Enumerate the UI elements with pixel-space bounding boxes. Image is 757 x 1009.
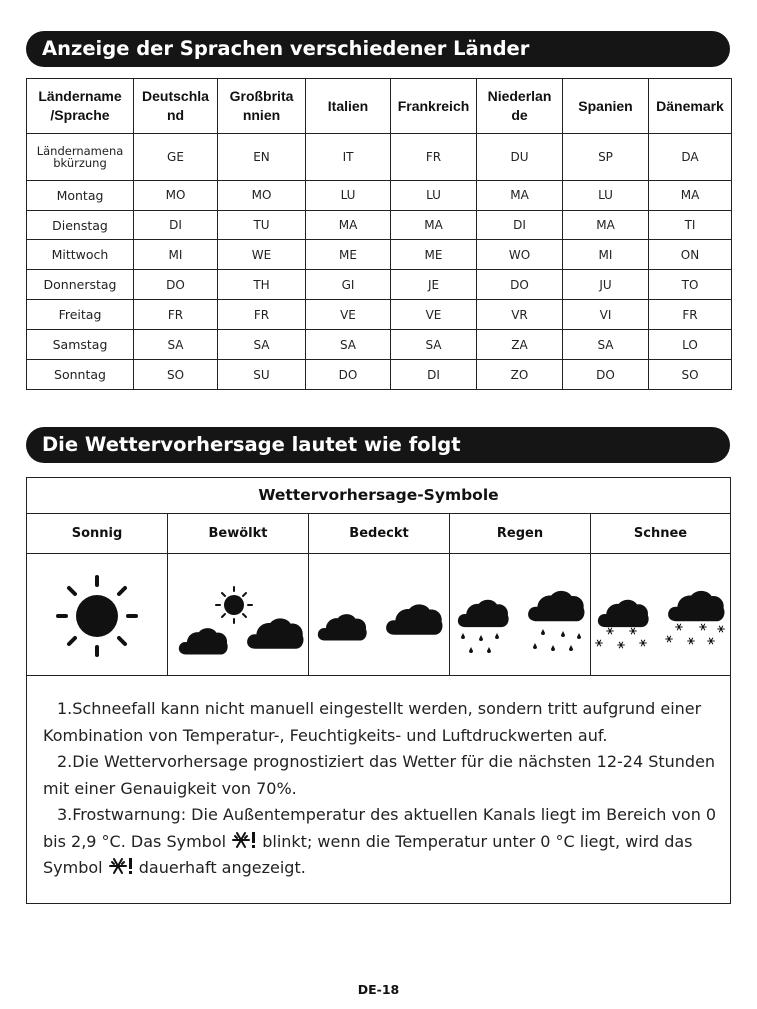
table-row	[27, 300, 732, 330]
table-cell: FR	[391, 134, 477, 181]
table-cell: JE	[391, 270, 477, 300]
table-cell: EN	[218, 134, 306, 181]
table-row	[27, 210, 732, 240]
table-cell: TI	[649, 210, 732, 240]
table-cell: SA	[563, 330, 649, 360]
label-overcast: Bedeckt	[309, 514, 450, 554]
table-cell: SO	[649, 360, 732, 390]
table-cell: FR	[134, 300, 218, 330]
row-label-day: Montag	[27, 180, 134, 210]
table-cell: MA	[391, 210, 477, 240]
table-cell: LO	[649, 330, 732, 360]
sun-icon	[27, 554, 168, 675]
table-cell: WE	[218, 240, 306, 270]
table-cell: GE	[134, 134, 218, 181]
label-rain: Regen	[450, 514, 591, 554]
label-snow: Schnee	[591, 514, 730, 554]
language-table	[26, 78, 732, 390]
row-label-day: Dienstag	[27, 210, 134, 240]
table-cell: DO	[134, 270, 218, 300]
forecast-symbol-grid	[27, 514, 730, 676]
table-cell: LU	[306, 180, 391, 210]
table-cell: MO	[134, 180, 218, 210]
table-row	[27, 360, 732, 390]
table-cell: ZA	[477, 330, 563, 360]
table-cell: DI	[391, 360, 477, 390]
table-cell: GI	[306, 270, 391, 300]
table-cell: TU	[218, 210, 306, 240]
table-cell: MA	[563, 210, 649, 240]
table-cell: DO	[563, 360, 649, 390]
table-header-row	[27, 79, 732, 134]
table-cell: VE	[391, 300, 477, 330]
note-1: 1.Schneefall kann nicht manuell eingestellt werden, sondern tritt aufgrund einer Kombination von Temperatur-, Feuchtigkeits- und Luftdruckwerten auf.	[43, 699, 702, 745]
snow-icon	[591, 554, 730, 675]
table-cell: DA	[649, 134, 732, 181]
table-cell: SU	[218, 360, 306, 390]
table-cell: DI	[134, 210, 218, 240]
table-cell: JU	[563, 270, 649, 300]
table-cell: FR	[649, 300, 732, 330]
table-cell: MA	[477, 180, 563, 210]
table-cell: SA	[391, 330, 477, 360]
table-cell: FR	[218, 300, 306, 330]
forecast-symbols-title: Wettervorhersage-Symbole	[27, 478, 730, 514]
table-cell: MA	[306, 210, 391, 240]
forecast-notes	[43, 696, 727, 882]
header-france: Frankreich	[391, 79, 477, 134]
table-cell: MA	[649, 180, 732, 210]
row-label-day: Samstag	[27, 330, 134, 360]
table-cell: MI	[563, 240, 649, 270]
table-cell: ZO	[477, 360, 563, 390]
table-cell: TO	[649, 270, 732, 300]
table-cell: LU	[563, 180, 649, 210]
partly-cloudy-icon	[168, 554, 309, 675]
header-denmark: Dänemark	[649, 79, 732, 134]
table-cell: VI	[563, 300, 649, 330]
header-great-britain: Großbrita nnien	[218, 79, 306, 134]
table-cell: SO	[134, 360, 218, 390]
label-sunny: Sonnig	[27, 514, 168, 554]
section-title-languages: Anzeige der Sprachen verschiedener Länder	[26, 31, 730, 67]
table-row	[27, 330, 732, 360]
table-cell: SA	[306, 330, 391, 360]
header-spain: Spanien	[563, 79, 649, 134]
table-cell: DO	[477, 270, 563, 300]
row-label-day: Mittwoch	[27, 240, 134, 270]
table-cell: ON	[649, 240, 732, 270]
header-netherlands: Niederlan de	[477, 79, 563, 134]
frost-warning-icon	[231, 830, 257, 850]
table-cell: ME	[391, 240, 477, 270]
rain-icon	[450, 554, 591, 675]
table-cell: IT	[306, 134, 391, 181]
table-cell: MO	[218, 180, 306, 210]
frost-warning-icon	[108, 856, 134, 876]
header-germany: Deutschla nd	[134, 79, 218, 134]
table-cell: SA	[134, 330, 218, 360]
note-2: 2.Die Wettervorhersage prognostiziert das Wetter für die nächsten 12-24 Stunden mit einer Genauigkeit von 70%.	[43, 752, 716, 798]
table-cell: SA	[218, 330, 306, 360]
table-cell: WO	[477, 240, 563, 270]
table-row	[27, 180, 732, 210]
row-label-day: Freitag	[27, 300, 134, 330]
table-cell: SP	[563, 134, 649, 181]
table-cell: LU	[391, 180, 477, 210]
note-3: 3.Frostwarnung: Die Außentemperatur des aktuellen Kanals liegt im Bereich von 0 bis 2,9 °C. Das Symbol blinkt; wenn die Temperatur unter 0 °C liegt, wird das Symbol dauerhaft angezeigt.	[43, 805, 717, 877]
table-cell: VR	[477, 300, 563, 330]
header-italy: Italien	[306, 79, 391, 134]
table-cell: TH	[218, 270, 306, 300]
row-label-abbreviation: Ländernamena bkürzung	[27, 134, 134, 181]
row-label-day: Donnerstag	[27, 270, 134, 300]
table-row	[27, 270, 732, 300]
table-cell: ME	[306, 240, 391, 270]
table-cell: DI	[477, 210, 563, 240]
row-label-day: Sonntag	[27, 360, 134, 390]
table-cell: DO	[306, 360, 391, 390]
section-title-forecast: Die Wettervorhersage lautet wie folgt	[26, 427, 730, 463]
table-row	[27, 240, 732, 270]
table-cell: MI	[134, 240, 218, 270]
table-cell: VE	[306, 300, 391, 330]
header-country-language: Ländername /Sprache	[27, 79, 134, 134]
table-cell: DU	[477, 134, 563, 181]
table-row-abbreviation	[27, 134, 732, 181]
forecast-box	[26, 477, 731, 904]
overcast-icon	[309, 554, 450, 675]
label-cloudy: Bewölkt	[168, 514, 309, 554]
page-number: DE-18	[357, 982, 400, 997]
